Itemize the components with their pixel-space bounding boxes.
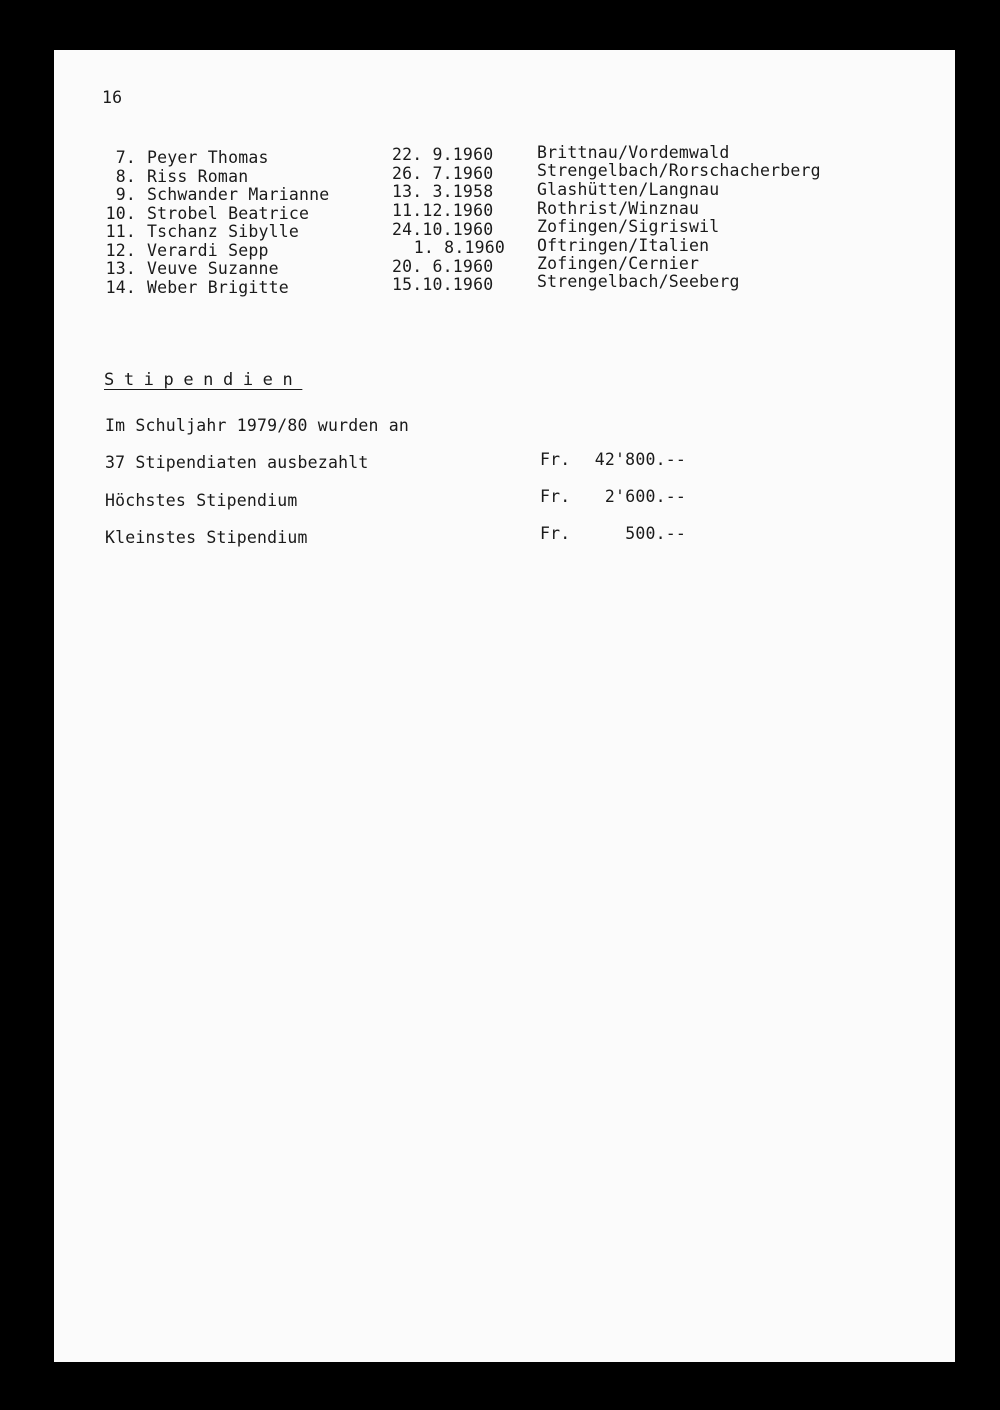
intro-text: Im Schuljahr 1979/80 wurden an — [105, 416, 410, 435]
birth-date: 22. 9.1960 — [392, 145, 494, 164]
place-of-origin: Zofingen/Cernier — [537, 254, 700, 273]
row-number: 8. — [115, 167, 136, 186]
birth-date: 20. 6.1960 — [392, 257, 494, 276]
currency: Fr. — [540, 450, 571, 469]
row-number: 9. — [115, 185, 136, 204]
place-of-origin: Zofingen/Sigriswil — [537, 217, 720, 236]
place-of-origin: Oftringen/Italien — [537, 236, 710, 255]
page-number: 16 — [102, 88, 123, 107]
row-number: 11. — [105, 222, 136, 241]
birth-date: 15.10.1960 — [392, 275, 494, 294]
row-number: 13. — [105, 259, 136, 278]
place-of-origin: Strengelbach/Seeberg — [537, 272, 740, 291]
currency: Fr. — [540, 487, 571, 506]
place-of-origin: Strengelbach/Rorschacherberg — [537, 161, 821, 180]
amount: 2'600.-- — [604, 487, 686, 506]
amount: 500.-- — [625, 524, 686, 543]
row-number: 10. — [105, 204, 136, 223]
row-number: 14. — [105, 278, 136, 297]
place-of-origin: Brittnau/Vordemwald — [537, 143, 730, 162]
row-label: Höchstes Stipendium — [105, 491, 298, 510]
place-of-origin: Glashütten/Langnau — [537, 180, 720, 199]
student-name: Schwander Marianne — [147, 185, 330, 204]
row-number: 7. — [115, 148, 136, 167]
currency: Fr. — [540, 524, 571, 543]
student-name: Veuve Suzanne — [147, 259, 279, 278]
birth-date: 26. 7.1960 — [392, 164, 494, 183]
section-heading: Stipendien — [104, 370, 303, 390]
student-name: Weber Brigitte — [147, 278, 289, 297]
student-name: Strobel Beatrice — [147, 204, 310, 223]
birth-date: 13. 3.1958 — [392, 182, 494, 201]
row-number: 12. — [105, 241, 136, 260]
student-name: Verardi Sepp — [147, 241, 269, 260]
document-page — [54, 50, 955, 1362]
birth-date: 24.10.1960 — [392, 220, 494, 239]
row-label: Kleinstes Stipendium — [105, 528, 308, 547]
row-label: 37 Stipendiaten ausbezahlt — [105, 453, 369, 472]
birth-date: 11.12.1960 — [392, 201, 494, 220]
amount: 42'800.-- — [594, 450, 686, 469]
birth-date: 1. 8.1960 — [413, 238, 505, 257]
student-name: Peyer Thomas — [147, 148, 269, 167]
student-name: Tschanz Sibylle — [147, 222, 300, 241]
student-name: Riss Roman — [147, 167, 249, 186]
place-of-origin: Rothrist/Winznau — [537, 199, 700, 218]
